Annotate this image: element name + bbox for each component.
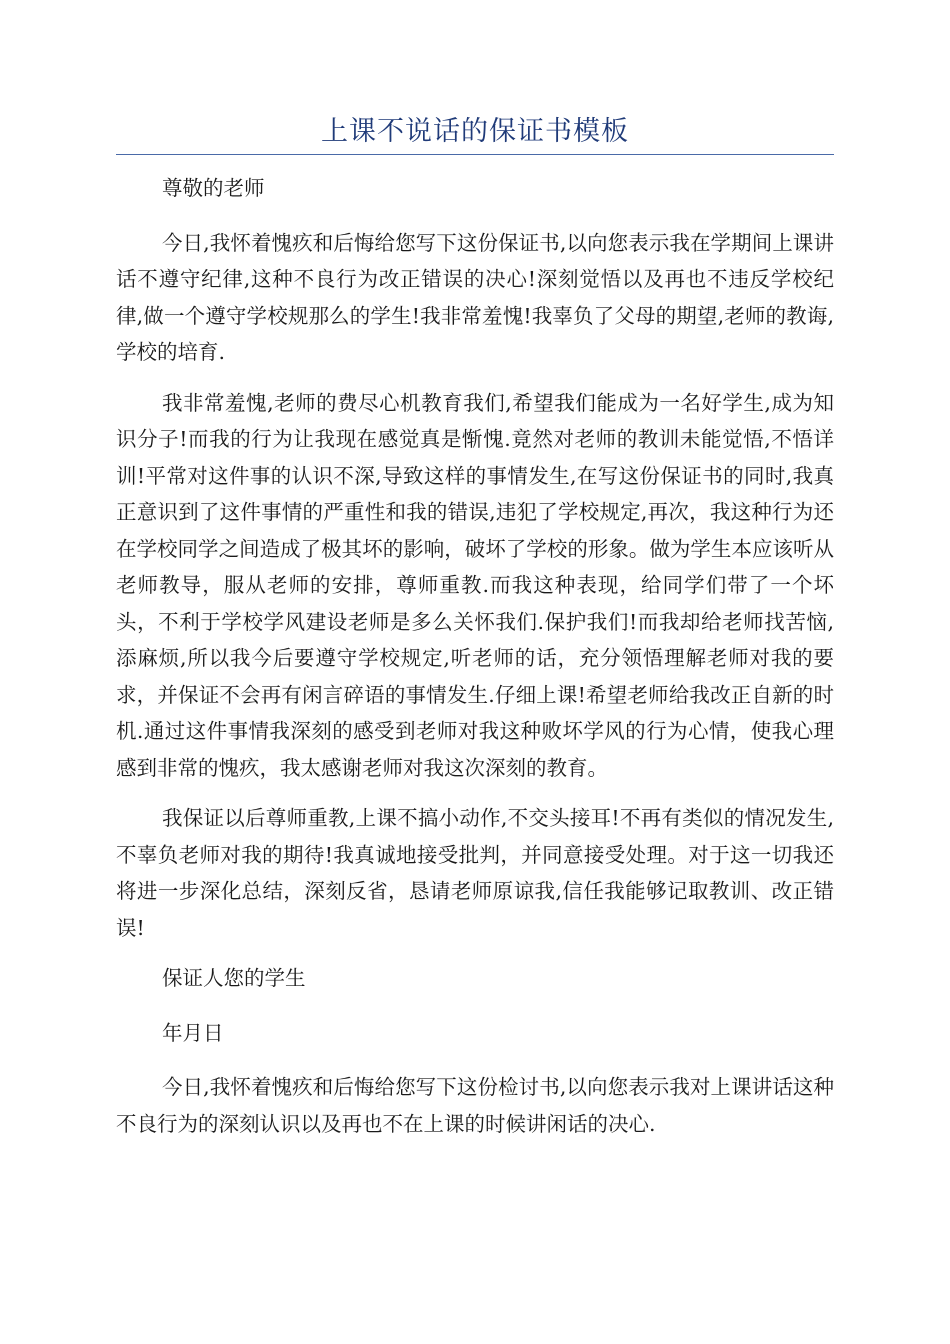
- document-title: 上课不说话的保证书模板: [321, 116, 629, 147]
- date-line: 年月日: [162, 1020, 224, 1045]
- document-body: [116, 170, 834, 1156]
- paragraph-3: 我保证以后尊师重教,上课不搞小动作,不交头接耳!不再有类似的情况发生,不辜负老师对我的期待!我真诚地接受批判，并同意接受处理。对于这一切我还将进一步深化总结，深刻反省，恳请老师原谅我,信任我能够记取教训、改正错误!: [116, 806, 834, 940]
- signature-line: 保证人您的学生: [162, 966, 306, 990]
- paragraph-1: 今日,我怀着愧疚和后悔给您写下这份保证书,以向您表示我在学期间上课讲话不遵守纪律,这种不良行为改正错误的决心!深刻觉悟以及再也不违反学校纪律,做一个遵守学校规那么的学生!我非常羞愧!我辜负了父母的期望,老师的教诲,学校的培育.: [116, 230, 834, 364]
- title-underline: [116, 154, 834, 155]
- closing-paragraph: 今日,我怀着愧疚和后悔给您写下这份检讨书,以向您表示我对上课讲话这种不良行为的深刻认识以及再也不在上课的时候讲闲话的决心.: [116, 1075, 834, 1136]
- salutation: 尊敬的老师: [162, 176, 265, 200]
- paragraph-2: 我非常羞愧,老师的费尽心机教育我们,希望我们能成为一名好学生,成为知识分子!而我的行为让我现在感觉真是惭愧.竟然对老师的教训未能觉悟,不悟详训!平常对这件事的认识不深,导致这样的事情发生,在写这份保证书的同时,我真正意识到了这件事情的严重性和我的错误,违犯了学校规定,再次，我这种行为还在学校同学之间造成了极其坏的影响，破坏了学校的形象。做为学生本应该听从老师教导，服从老师的安排，尊师重教.而我这种表现，给同学们带了一个坏头，不利于学校学风建设老师是多么关怀我们.保护我们!而我却给老师找苦恼,添麻烦,所以我今后要遵守学校规定,听老师的话，充分领悟理解老师对我的要求，并保证不会再有闲言碎语的事情发生.仔细上课!希望老师给我改正自新的时机.通过这件事情我深刻的感受到老师对我这种败坏学风的行为心情，使我心理感到非常的愧疚，我太感谢老师对我这次深刻的教育。: [116, 390, 834, 780]
